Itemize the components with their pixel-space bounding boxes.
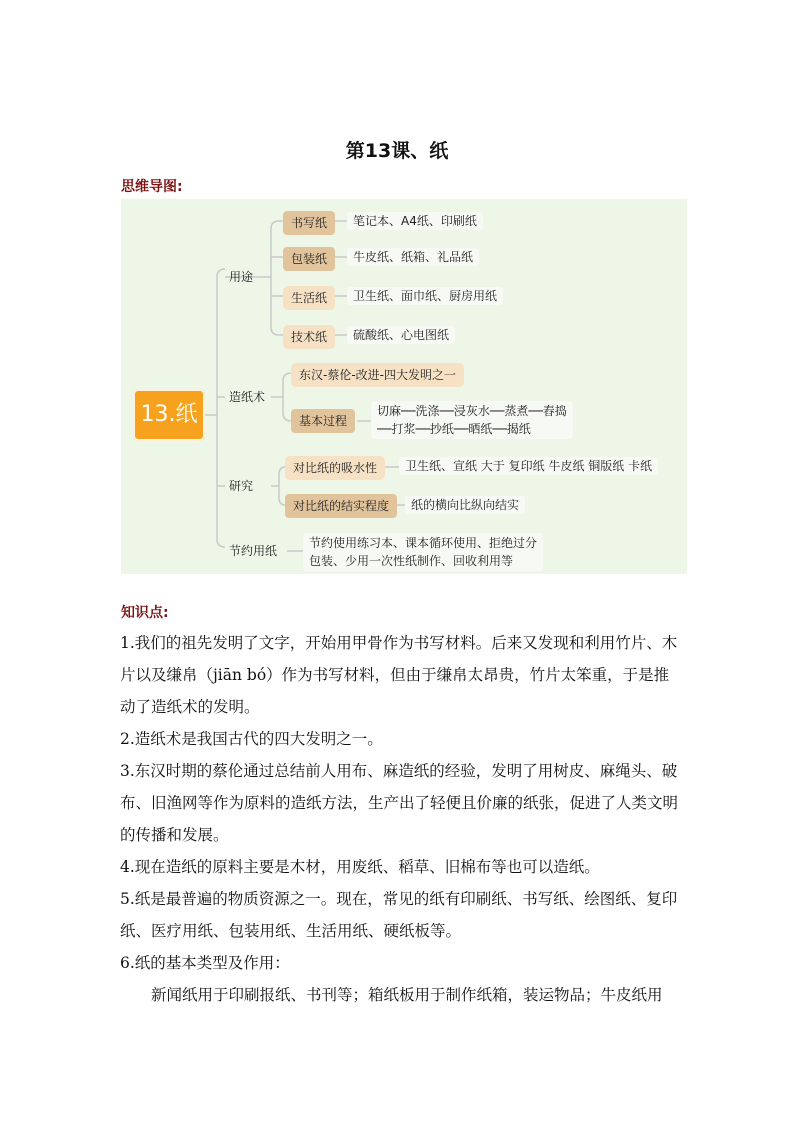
connector-usage-4 — [271, 327, 283, 335]
usage-packaging-paper: 包装纸 — [283, 247, 335, 271]
paragraph-7: 新闻纸用于印刷报纸、书刊等；箱纸板用于制作纸箱，装运物品；牛皮纸用 — [151, 986, 663, 1004]
branch-usage: 用途 — [229, 270, 254, 284]
branch-craft: 造纸术 — [229, 390, 266, 404]
save-paper-line-1: 节约使用练习本、课本循环使用、拒绝过分 — [309, 536, 538, 550]
connector-usage-leaves — [325, 221, 351, 335]
craft-process-steps — [371, 401, 573, 439]
connector-craft-trunk — [271, 373, 291, 421]
mindmap-section-label: 思维导图: — [121, 179, 183, 195]
paragraph-4: 4.现在造纸的原料主要是木材，用废纸、稻草、旧棉布等也可以造纸。 — [120, 858, 600, 876]
research-absorbency: 对比纸的吸水性 — [285, 456, 385, 480]
usage-household-detail: 卫生纸、面巾纸、厨房用纸 — [347, 287, 503, 305]
research-absorbency-detail: 卫生纸、宣纸 大于 复印纸 牛皮纸 铜版纸 卡纸 — [399, 457, 658, 475]
paragraph-5: 5.纸是最普遍的物质资源之一。现在，常见的纸有印刷纸、书写纸、绘图纸、复印纸、医疗用纸、包装用纸、生活用纸、硬纸板等。 — [120, 890, 678, 940]
usage-packaging-detail: 牛皮纸、纸箱、礼品纸 — [347, 248, 479, 266]
paragraph-3: 3.东汉时期的蔡伦通过总结前人用布、麻造纸的经验，发明了用树皮、麻绳头、破布、旧渔网等作为原料的造纸方法，生产出了轻便且价廉的纸张，促进了人类文明的传播和发展。 — [120, 762, 679, 844]
connector-usage-1 — [271, 221, 283, 229]
usage-writing-detail: 笔记本、A4纸、印刷纸 — [347, 212, 483, 230]
craft-process-line-2: ──打浆──抄纸──晒纸──揭纸 — [377, 422, 531, 436]
connector-usage-trunk — [261, 229, 271, 327]
mindmap-panel — [121, 199, 687, 574]
connector-research-trunk — [271, 467, 285, 505]
usage-household-paper: 生活纸 — [283, 286, 335, 310]
craft-process-label: 基本过程 — [291, 409, 355, 433]
craft-history: 东汉-蔡伦-改进-四大发明之一 — [291, 363, 464, 387]
connector-main-trunk — [217, 269, 225, 547]
paragraph-1: 1.我们的祖先发明了文字，开始用甲骨作为书写材料。后来又发现和利用竹片、木片以及缣帛（jiān bó）作为书写材料，但由于缣帛太昂贵，竹片太笨重，于是推动了造纸术的发明。 — [120, 634, 678, 716]
branch-save-paper: 节约用纸 — [229, 544, 278, 558]
knowledge-section-label: 知识点: — [121, 605, 169, 621]
paragraph-2: 2.造纸术是我国古代的四大发明之一。 — [120, 730, 383, 748]
branch-research: 研究 — [229, 479, 254, 493]
craft-process-line-1: 切麻──洗涤──浸灰水──蒸煮──舂捣 — [377, 404, 567, 418]
research-strength: 对比纸的结实程度 — [285, 494, 397, 518]
mindmap-root: 13.纸 — [133, 389, 205, 441]
save-paper-line-2: 包装、少用一次性纸制作、回收利用等 — [309, 554, 514, 568]
research-strength-detail: 纸的横向比纵向结实 — [405, 496, 525, 514]
paragraph-6: 6.纸的基本类型及作用： — [120, 954, 290, 972]
usage-technical-detail: 硫酸纸、心电图纸 — [347, 326, 455, 344]
usage-writing-paper: 书写纸 — [283, 211, 335, 235]
page-title: 第13课、纸 — [345, 140, 449, 162]
save-paper-detail — [303, 533, 543, 571]
usage-technical-paper: 技术纸 — [283, 325, 335, 349]
